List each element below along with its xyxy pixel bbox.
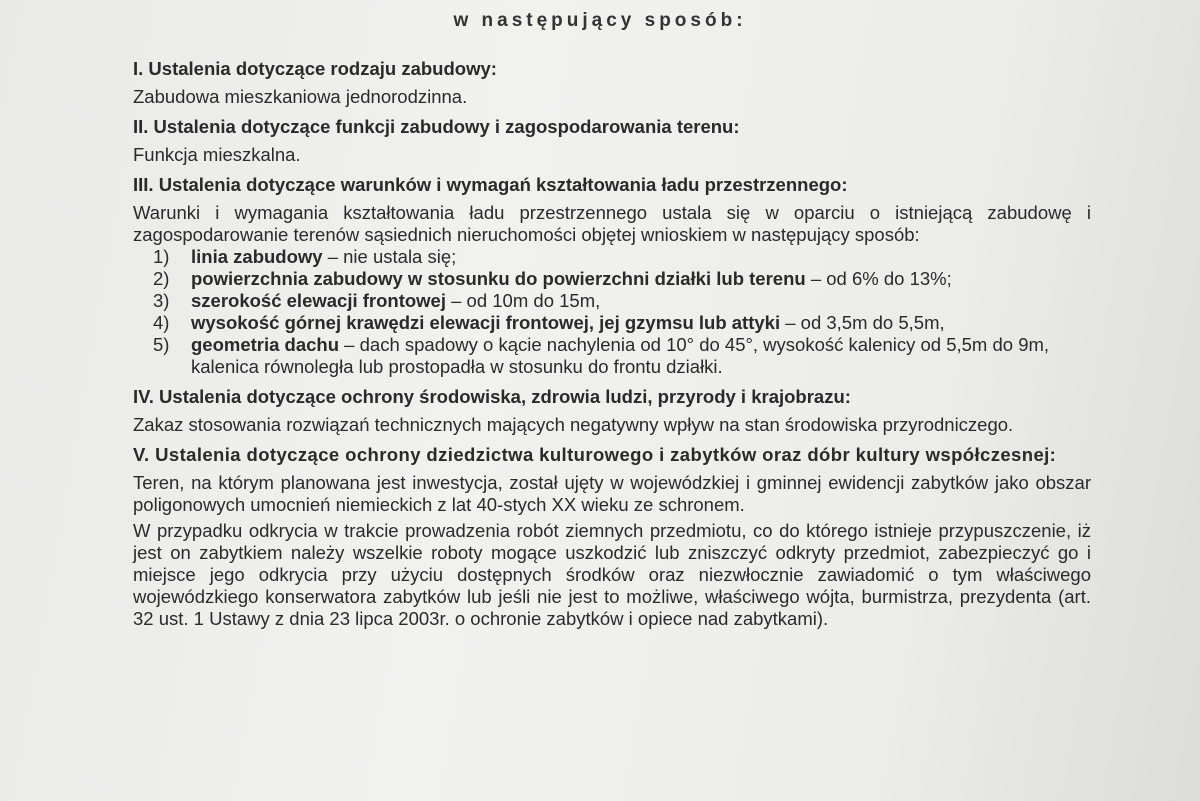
item-term: geometria dachu [191,334,340,355]
item-term: powierzchnia zabudowy w stosunku do powierzchni działki lub terenu [191,268,806,289]
item-term: szerokość elewacji frontowej [191,290,446,311]
item-value: – od 10m do 15m, [445,290,601,311]
section-5 [133,444,1091,630]
section-3 [133,174,1091,378]
section-paragraph: Teren, na którym planowana jest inwestycja, został ujęty w wojewódzkiej i gminnej ewidencji zabytków jako obszar poligonowych umocnień niemieckich z lat 40-stych XX wieku ze schronem. [133,472,1091,515]
section-heading: I. Ustalenia dotyczące rodzaju zabudowy: [133,58,497,79]
document-header: w następujący sposób: [453,10,747,31]
section-2 [133,116,1091,166]
item-number: 4) [153,312,170,333]
list-item [133,334,1091,378]
item-value: – od 3,5m do 5,5m, [780,312,945,333]
requirements-list [133,246,1091,378]
section-heading: V. Ustalenia dotyczące ochrony dziedzictwa kulturowego i zabytków oraz dóbr kultury współczesnej: [133,444,1057,465]
item-value: – nie ustala się; [322,246,457,267]
section-1 [133,58,1091,108]
document-body [133,52,1091,638]
item-term: wysokość górnej krawędzi elewacji frontowej, jej gzymsu lub attyki [191,312,781,333]
section-paragraph: Warunki i wymagania kształtowania ładu przestrzennego ustala się w oparciu o istniejącą zabudowę i zagospodarowanie terenów sąsiednich nieruchomości objętej wnioskiem w następujący sposób: [133,202,1091,245]
item-term: linia zabudowy [191,246,323,267]
section-heading: IV. Ustalenia dotyczące ochrony środowiska, zdrowia ludzi, przyrody i krajobrazu: [133,386,851,407]
list-item [133,268,1091,290]
item-number: 3) [153,290,170,311]
list-item [133,290,1091,312]
item-number: 1) [153,246,170,267]
section-heading: II. Ustalenia dotyczące funkcji zabudowy i zagospodarowania terenu: [133,116,740,137]
section-paragraph: Funkcja mieszkalna. [133,144,301,165]
item-value: – od 6% do 13%; [805,268,952,289]
section-paragraph: Zakaz stosowania rozwiązań technicznych mających negatywny wpływ na stan środowiska przyrodniczego. [133,414,1014,435]
section-paragraph: Zabudowa mieszkaniowa jednorodzinna. [133,86,468,107]
item-number: 2) [153,268,170,289]
item-value: – dach spadowy o kącie nachylenia od 10° do 45°, wysokość kalenicy od 5,5m do 9m, kalenica równoległa lub prostopadła w stosunku do frontu działki. [191,334,1050,377]
item-number: 5) [153,334,170,355]
section-paragraph: W przypadku odkrycia w trakcie prowadzenia robót ziemnych przedmiotu, co do którego istnieje przypuszczenie, iż jest on zabytkiem należy wszelkie roboty mogące uszkodzić lub zniszczyć odkryty przedmiot, zabezpieczyć go i miejsce jego odkrycia przy użyciu dostępnych środków oraz niezwłocznie zawiadomić o tym właściwego wojewódzkiego konserwatora zabytków lub jeśli nie jest to możliwe, właściwego wójta, burmistrza, prezydenta (art. 32 ust. 1 Ustawy z dnia 23 lipca 2003r. o ochronie zabytków i opiece nad zabytkami). [133,520,1091,629]
section-heading: III. Ustalenia dotyczące warunków i wymagań kształtowania ładu przestrzennego: [133,174,848,195]
section-4 [133,386,1091,436]
list-item [133,246,1091,268]
list-item [133,312,1091,334]
